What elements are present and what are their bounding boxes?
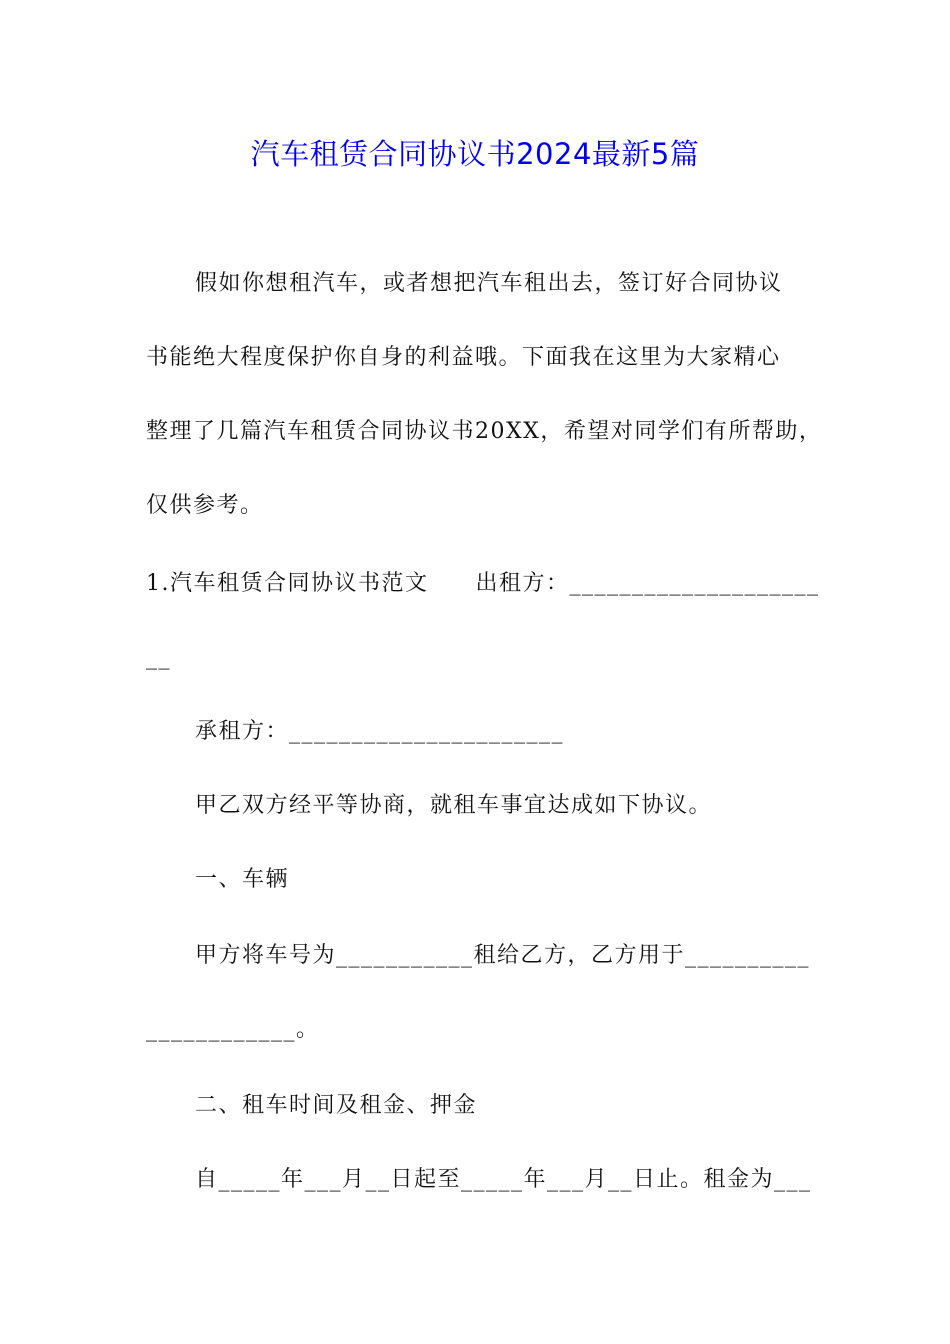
intro-line-2: 书能绝大程度保护你自身的利益哦。下面我在这里为大家精心: [146, 345, 781, 370]
document-title: 汽车租赁合同协议书2024最新5篇: [250, 137, 700, 171]
clause-2-heading: 二、租车时间及租金、押金: [195, 1093, 478, 1118]
clause-2-line-1: 自_____年___月__日起至_____年___月__日止。租金为___: [195, 1167, 812, 1192]
clause-1-line-2: ____________。: [146, 1017, 320, 1042]
lessor-blank-continuation: __: [146, 645, 171, 670]
intro-line-3: 整理了几篇汽车租赁合同协议书20XX，希望对同学们有所帮助，: [146, 419, 823, 444]
clause-1-heading: 一、车辆: [195, 867, 290, 892]
lessee-line: 承租方：______________________: [195, 719, 565, 744]
intro-line-1: 假如你想租汽车，或者想把汽车租出去，签订好合同协议: [195, 271, 783, 296]
agreement-intro: 甲乙双方经平等协商，就租车事宜达成如下协议。: [195, 793, 713, 818]
clause-1-line-1: 甲方将车号为___________租给乙方，乙方用于__________: [195, 943, 811, 968]
intro-line-4: 仅供参考。: [146, 493, 264, 518]
section-1-heading-lessor: 1.汽车租赁合同协议书范文 出租方：____________________: [146, 571, 820, 596]
